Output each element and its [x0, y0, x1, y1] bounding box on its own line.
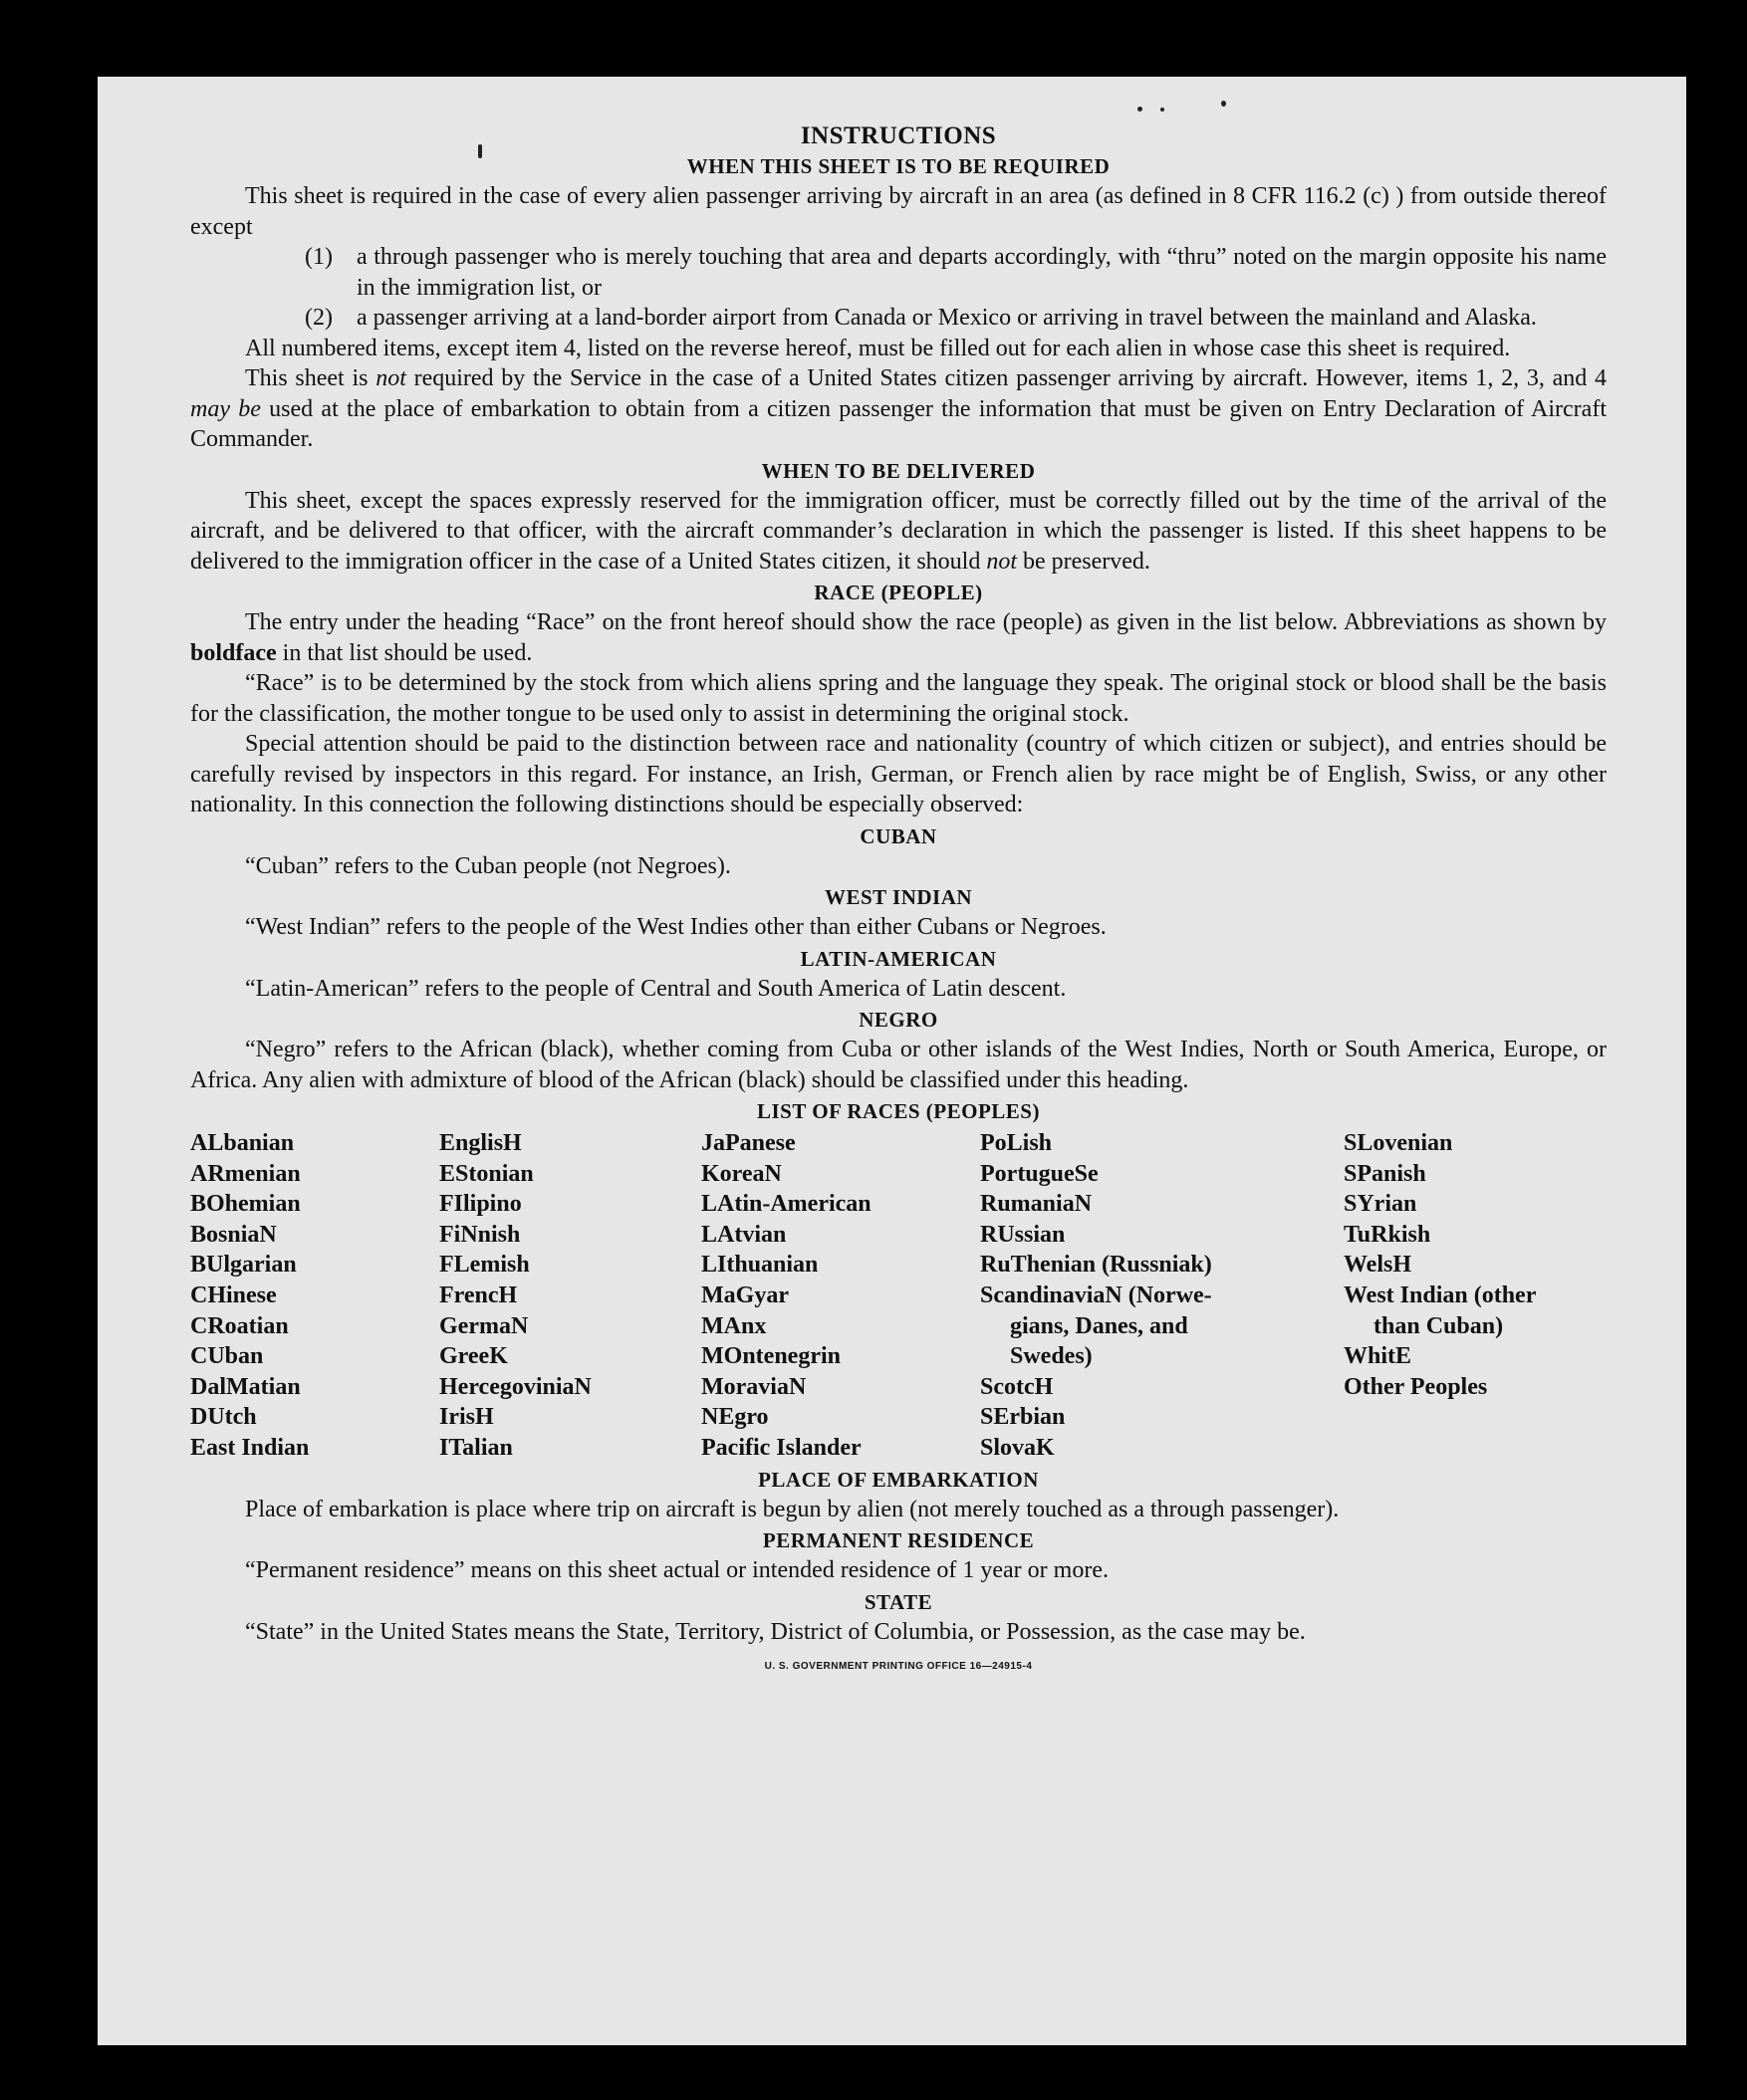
paragraph-embarkation: Place of embarkation is place where trip on aircraft is begun by alien (not merely touched as a through passenger).	[245, 1496, 1340, 1522]
race-item: MOntenegrin	[701, 1343, 841, 1370]
race-item: RumaniaN	[980, 1191, 1093, 1218]
race-item: FIlipino	[439, 1191, 522, 1218]
ink-speck	[1137, 107, 1142, 112]
race-item: West Indian (other	[1344, 1282, 1537, 1308]
section-heading-required: WHEN THIS SHEET IS TO BE REQUIRED	[686, 154, 1111, 178]
race-item: Pacific Islander	[701, 1434, 862, 1461]
race-item: CUban	[190, 1343, 264, 1370]
section-heading-state: STATE	[864, 1589, 933, 1614]
races-column-2	[439, 1128, 701, 1464]
race-item: KoreaN	[701, 1160, 782, 1187]
race-item: SErbian	[980, 1404, 1066, 1431]
race-item: GermaN	[439, 1312, 529, 1339]
section-heading-embarkation: PLACE OF EMBARKATION	[758, 1467, 1039, 1492]
race-item: BOhemian	[190, 1191, 301, 1218]
paragraph-west-indian: “West Indian” refers to the people of the West Indies other than either Cubans or Negroes.	[245, 914, 1107, 940]
race-item: LIthuanian	[701, 1252, 819, 1279]
ink-speck	[1221, 101, 1226, 107]
ink-speck	[1160, 108, 1164, 112]
section-heading-negro: NEGRO	[859, 1008, 938, 1032]
race-item: PortugueSe	[980, 1160, 1099, 1187]
list-item	[305, 303, 1607, 334]
race-item: SPanish	[1344, 1160, 1426, 1187]
race-item: Other Peoples	[1344, 1373, 1488, 1400]
race-item: DalMatian	[190, 1373, 301, 1400]
section-heading-race: RACE (PEOPLE)	[814, 581, 983, 604]
race-item: TuRkish	[1344, 1221, 1431, 1248]
race-item: SYrian	[1344, 1191, 1417, 1218]
race-item: DUtch	[190, 1404, 257, 1431]
race-item: NEgro	[701, 1404, 769, 1431]
section-heading-cuban: CUBAN	[860, 823, 937, 848]
section-heading-list-of-races: LIST OF RACES (PEOPLES)	[757, 1099, 1040, 1123]
race-item: EStonian	[439, 1160, 534, 1187]
races-column-4	[980, 1128, 1344, 1464]
races-column-1	[190, 1128, 439, 1464]
section-heading-residence: PERMANENT RESIDENCE	[762, 1528, 1035, 1553]
paragraph-residence: “Permanent residence” means on this sheet actual or intended residence of 1 year or more.	[245, 1557, 1109, 1584]
race-item: BUlgarian	[190, 1252, 297, 1279]
race-item: EnglisH	[439, 1130, 522, 1156]
race-item: MoraviaN	[701, 1373, 807, 1400]
race-item: RUssian	[980, 1221, 1066, 1248]
printing-office-footer: U. S. GOVERNMENT PRINTING OFFICE 16—24915-4	[764, 1661, 1033, 1673]
race-item-continued: gians, Danes, and	[1010, 1312, 1188, 1339]
paragraph-cuban: “Cuban” refers to the Cuban people (not Negroes).	[245, 852, 731, 879]
race-item: MaGyar	[701, 1282, 789, 1308]
paragraph-race-nationality: Special attention should be paid to the distinction between race and nationality (country of which citizen or subject), and entries should be carefully revised by inspectors in this regard. For instance, an Irish, German, or French alien by race might be of English, Swiss, or any other nationality. In this connection the following distinctions should be especially observed:	[190, 731, 1607, 817]
race-item: RuThenian (Russniak)	[980, 1252, 1212, 1279]
race-item: BosniaN	[190, 1221, 277, 1248]
race-item: SLovenian	[1344, 1130, 1453, 1156]
list-item	[305, 242, 1607, 303]
race-item: SlovaK	[980, 1434, 1055, 1461]
race-item: LAtin-American	[701, 1191, 872, 1218]
race-item: ALbanian	[190, 1130, 295, 1156]
paragraph-race-entry: The entry under the heading “Race” on the front hereof should show the race (people) as given in the list below. Abbreviations as shown by boldface in that list should be used.	[190, 609, 1607, 666]
race-item: CRoatian	[190, 1312, 289, 1339]
list-item-text: a passenger arriving at a land-border airport from Canada or Mexico or arriving in travel between the mainland and Alaska.	[357, 305, 1537, 331]
race-item-continued: Swedes)	[1010, 1343, 1093, 1370]
race-item: IrisH	[439, 1404, 494, 1431]
race-item: JaPanese	[701, 1130, 796, 1156]
race-item: ScandinaviaN (Norwe-	[980, 1282, 1212, 1308]
paragraph-state: “State” in the United States means the State, Territory, District of Columbia, or Possession, as the case may be.	[245, 1618, 1306, 1645]
race-item: ITalian	[439, 1434, 513, 1461]
ink-speck	[478, 144, 482, 158]
race-item: FiNnish	[439, 1221, 521, 1248]
paragraph-citizen: This sheet is not required by the Service in the case of a United States citizen passenger arriving by aircraft. However, items 1, 2, 3, and 4 may be used at the place of embarkation to obtain from a citizen passenger the information that must be given on Entry Declaration of Aircraft Commander.	[190, 365, 1607, 452]
race-item: ScotcH	[980, 1373, 1054, 1400]
paragraph-race-stock: “Race” is to be determined by the stock from which aliens spring and the language they speak. The original stock or blood shall be the basis for the classification, the mother tongue to be used only to assist in determining the original stock.	[190, 670, 1607, 727]
race-item: FLemish	[439, 1252, 530, 1279]
race-item: WhitE	[1344, 1343, 1412, 1370]
paragraph-required-intro: This sheet is required in the case of every alien passenger arriving by aircraft in an area (as defined in 8 CFR 116.2 (c) ) from outside thereof except	[190, 183, 1607, 240]
page-title: INSTRUCTIONS	[800, 122, 997, 149]
document-sheet	[98, 77, 1686, 2045]
paragraph-negro: “Negro” refers to the African (black), whether coming from Cuba or other islands of the West Indies, North or South America, Europe, or Africa. Any alien with admixture of blood of the African (black) should be classified under this heading.	[190, 1037, 1607, 1093]
section-heading-delivered: WHEN TO BE DELIVERED	[761, 458, 1036, 483]
list-item-text: a through passenger who is merely touching that area and departs accordingly, with “thru” noted on the margin opposite his name in the immigration list, or	[357, 244, 1607, 301]
race-item: FrencH	[439, 1282, 518, 1308]
race-item: GreeK	[439, 1343, 508, 1370]
paragraph-numbered-items: All numbered items, except item 4, listed on the reverse hereof, must be filled out for each alien in whose case this sheet is required.	[245, 335, 1511, 361]
section-heading-latin-american: LATIN-AMERICAN	[800, 946, 997, 971]
race-item: MAnx	[701, 1312, 767, 1339]
race-item: WelsH	[1344, 1252, 1412, 1279]
race-item-continued: than Cuban)	[1373, 1312, 1504, 1339]
section-heading-west-indian: WEST INDIAN	[824, 885, 973, 909]
list-item-number: (1)	[305, 244, 333, 270]
races-column-3	[701, 1128, 980, 1464]
races-column-5	[1344, 1128, 1603, 1464]
races-list	[190, 1128, 1607, 1464]
race-item: CHinese	[190, 1282, 277, 1308]
race-item: ARmenian	[190, 1160, 301, 1187]
paragraph-delivered: This sheet, except the spaces expressly reserved for the immigration officer, must be correctly filled out by the time of the arrival of the aircraft, and be delivered to that officer, with the aircraft commander’s declaration in which the passenger is listed. If this sheet happens to be delivered to the immigration officer in the case of a United States citizen, it should not be preserved.	[190, 487, 1607, 575]
race-item: East Indian	[190, 1434, 310, 1461]
race-item: HercegoviniaN	[439, 1373, 592, 1400]
list-item-number: (2)	[305, 305, 333, 331]
paragraph-latin-american: “Latin-American” refers to the people of Central and South America of Latin descent.	[245, 975, 1067, 1002]
race-item: PoLish	[980, 1130, 1053, 1156]
race-item: LAtvian	[701, 1221, 787, 1248]
